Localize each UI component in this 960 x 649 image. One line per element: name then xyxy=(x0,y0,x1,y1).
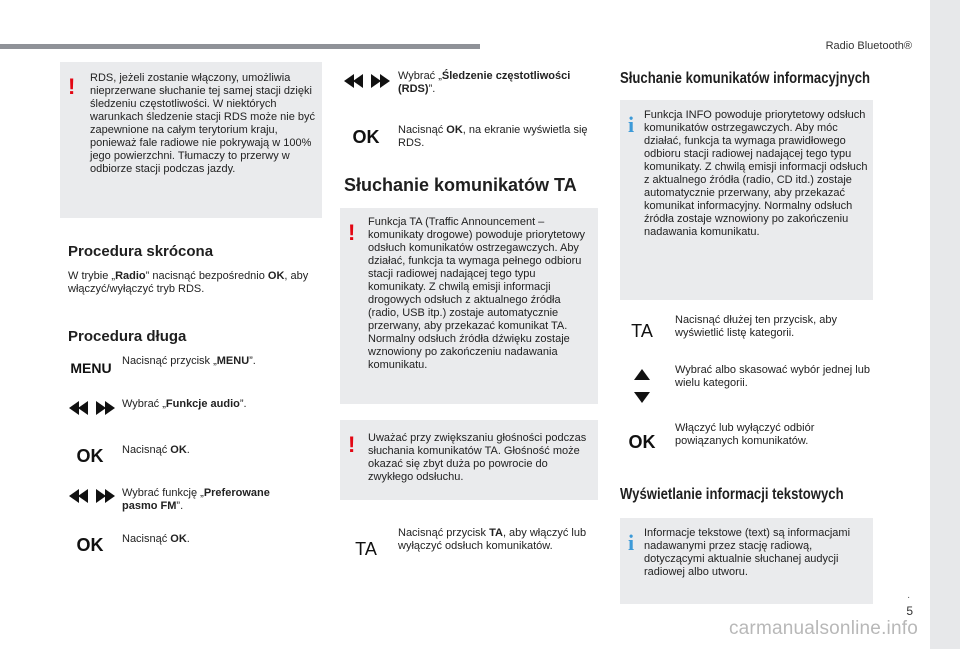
short-procedure-title: Procedura skrócona xyxy=(68,243,214,260)
ta-button-icon: TA xyxy=(355,539,377,559)
left-right-arrows-icon xyxy=(69,401,117,415)
info-section-title: Słuchanie komunikatów informacyjnych xyxy=(620,70,871,87)
rds-warning-text: RDS, jeżeli zostanie włączony, umożliwia nieprzerwane słuchanie tej samej stacji dzięki śledzeniu częstotliwości. W niektórych warunkach śledzenie stacji RDS może nie być zapewnione na całym terytorium kraju, ponieważ fale radiowe nie pokrywają w 100% jego powierzchni. Tłumaczy to przerwy w odbiorze stacji podczas jazdy. xyxy=(90,72,315,175)
step-ok-text-2: Nacisnąć OK. xyxy=(122,533,190,545)
volume-warning-text: Uważać przy zwiększaniu głośności podczas słuchania komunikatów TA. Głośność może okazać się zbyt duża po powrocie do zwykłego odsłuchu. xyxy=(368,432,587,483)
up-down-arrows-icon xyxy=(634,369,650,403)
info-note-box xyxy=(620,100,873,300)
ok-button-icon: OK xyxy=(352,127,380,147)
rds-warning-box xyxy=(60,62,322,218)
watermark: carmanualsonline.info xyxy=(728,618,918,639)
page-dot: . xyxy=(907,590,910,601)
info-step-ok-text: Włączyć lub wyłączyć odbiór powiązanych komunikatów. xyxy=(675,422,815,447)
long-procedure-title: Procedura długa xyxy=(68,328,187,345)
step-ok-text: Nacisnąć OK. xyxy=(122,444,190,456)
warning-icon: ! xyxy=(348,432,356,457)
ta-warning-box xyxy=(340,208,598,404)
side-strip xyxy=(930,0,960,649)
warning-icon: ! xyxy=(348,220,356,245)
info-step-list-text: Nacisnąć dłużej ten przycisk, aby wyświetlić listę kategorii. xyxy=(675,314,838,339)
info-icon: i xyxy=(628,530,635,555)
step-menu-text: Nacisnąć przycisk „MENU”. xyxy=(122,355,256,367)
text-section-title: Wyświetlanie informacji tekstowych xyxy=(620,486,844,503)
info-step-select-text: Wybrać albo skasować wybór jednej lub wielu kategorii. xyxy=(675,364,870,389)
ta-warning-text: Funkcja TA (Traffic Announcement – komunikaty drogowe) powoduje priorytetowy odsłuch komunikatów ostrzegawczych. Aby działać, funkcja ta wymaga pełnego odbioru stacji radiowej nadającej tego typu komunikaty. Z chwilą emisji informacji drogowych odsłuch z aktualnego źródła (radio, USB itp.) zostaje automatycznie przerwany, aby przekazać komunikat TA. Normalny odsłuch źródła dźwięku zostaje wznowiony po zakończeniu nadawania komunikatu. xyxy=(368,216,586,371)
step-ok-rds-text: Nacisnąć OK, na ekranie wyświetla się RDS. xyxy=(398,124,588,149)
ok-button-icon: OK xyxy=(628,432,656,452)
info-icon: i xyxy=(628,112,635,137)
warning-icon: ! xyxy=(68,74,76,99)
ta-button-icon: TA xyxy=(631,321,653,341)
ta-step-text: Nacisnąć przycisk TA, aby włączyć lub wyłączyć odsłuch komunikatów. xyxy=(398,527,587,552)
volume-warning-box xyxy=(340,420,598,500)
text-note-box xyxy=(620,518,873,604)
left-right-arrows-icon xyxy=(344,74,392,88)
text-note-text: Informacje tekstowe (text) są informacjami nadawanymi przez stację radiową, dotyczącymi aktualnie słuchanej audycji radiowej albo utworu. xyxy=(644,527,851,578)
menu-button-icon: MENU xyxy=(70,360,112,376)
left-right-arrows-icon xyxy=(69,489,117,503)
ok-button-icon: OK xyxy=(76,535,104,555)
page-number: 5 xyxy=(906,604,913,618)
running-header: Radio Bluetooth® xyxy=(825,40,912,52)
step-audio-text: Wybrać „Funkcje audio”. xyxy=(122,398,247,410)
step-rds-text: Wybrać „Śledzenie częstotliwości (RDS)”. xyxy=(398,70,571,95)
ta-section-title: Słuchanie komunikatów TA xyxy=(344,175,577,195)
info-note-text: Funkcja INFO powoduje priorytetowy odsłuch komunikatów ostrzegawczych. Aby móc działać, funkcja ta wymaga prawidłowego odbioru stacji radiowej nadającej tego typu komunikaty. Z chwilą emisji informacji odsłuch z aktualnego źródła (radio, CD itd.) zostaje automatycznie przerwany, aby przekazać komunikat informacyjny. Normalny odsłuch źródła zostaje wznowiony po zakończeniu nadawania komunikatu. xyxy=(644,109,868,238)
ok-button-icon: OK xyxy=(76,446,104,466)
short-procedure-text: W trybie „Radio” nacisnąć bezpośrednio OK, aby włączyć/wyłączyć tryb RDS. xyxy=(68,270,309,295)
step-fm-text: Wybrać funkcję „Preferowane pasmo FM”. xyxy=(122,487,270,512)
top-rule xyxy=(0,44,480,49)
